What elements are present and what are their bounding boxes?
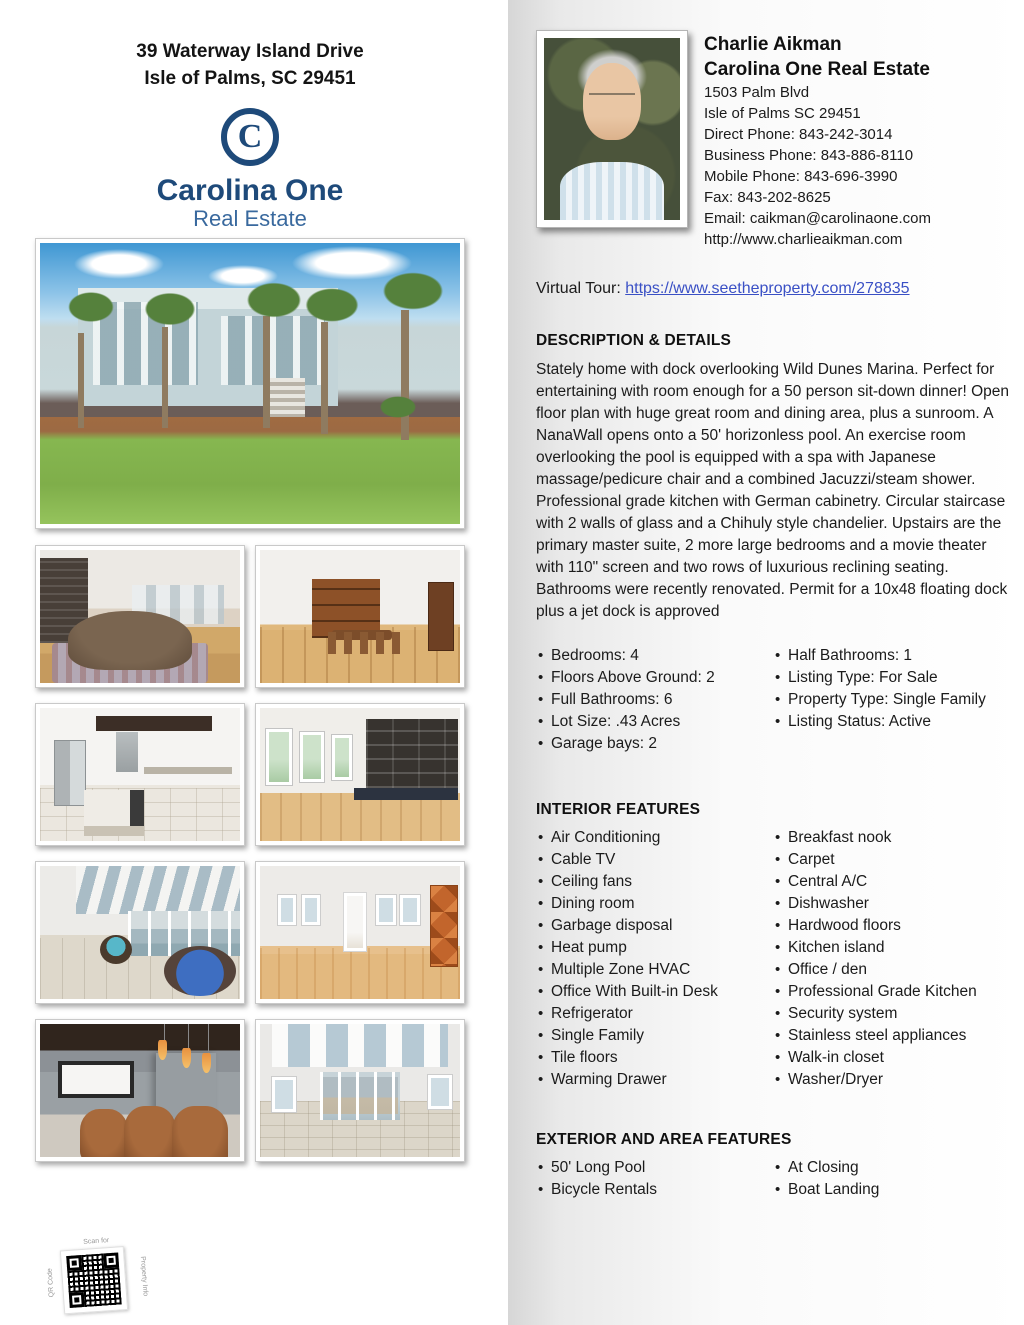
photo-main-exterior-art [40, 243, 460, 524]
detail-item: • Listing Status: Active [773, 711, 1010, 733]
details-list-right [773, 645, 1010, 755]
interior-list-right [773, 827, 1010, 1091]
photo-bedroom-art [260, 866, 460, 999]
qr-right-label: Property Info [138, 1255, 149, 1297]
photo-kitchen [35, 703, 245, 846]
curved-sofa-shape [68, 611, 192, 670]
interior-item: • Refrigerator [536, 1003, 773, 1025]
photo-sunroom-skylights [255, 1019, 465, 1162]
qr-finder-square [66, 1255, 82, 1271]
interior-item: • Security system [773, 1003, 1010, 1025]
exterior-lists [536, 1157, 1008, 1201]
property-address [35, 38, 465, 92]
agent-shirt-shape [560, 162, 663, 220]
agent-address1: 1503 Palm Blvd [704, 84, 810, 101]
qr-code-block [39, 1234, 155, 1325]
detail-item: • Listing Type: For Sale [773, 667, 1010, 689]
agent-mobile-phone: Mobile Phone: 843-696-3990 [704, 168, 898, 185]
interior-item: • Single Family [536, 1025, 773, 1047]
pendant-light-shape [158, 1040, 167, 1060]
agent-company: Carolina One Real Estate [704, 59, 930, 80]
window-shape [400, 895, 420, 924]
detail-item: • Full Bathrooms: 6 [536, 689, 773, 711]
qr-code-icon [60, 1246, 128, 1314]
exterior-item: • Boat Landing [773, 1179, 1010, 1201]
qr-left-label: QR Code [46, 1267, 56, 1298]
interior-item: • Office / den [773, 959, 1010, 981]
details-list-left [536, 645, 773, 755]
interior-item: • Central A/C [773, 871, 1010, 893]
interior-item: • Washer/Dryer [773, 1069, 1010, 1091]
interior-item: • Warming Drawer [536, 1069, 773, 1091]
interior-item: • Multiple Zone HVAC [536, 959, 773, 981]
agent-business-phone: Business Phone: 843-886-8110 [704, 147, 914, 164]
palm-fronds [53, 282, 129, 332]
recliner-shape [80, 1109, 128, 1157]
photo-sunroom-marina-art [40, 866, 240, 999]
description-heading: DESCRIPTION & DETAILS [536, 332, 732, 349]
interior-list-left [536, 827, 773, 1091]
ceiling-rack-shape [96, 716, 212, 731]
photo-sunroom-marina [35, 861, 245, 1004]
virtual-tour-label: Virtual Tour: [536, 280, 626, 297]
logo-brand-text: Carolina One [156, 174, 344, 207]
blue-sofa-shape [164, 946, 236, 997]
qr-finder-square [69, 1292, 85, 1308]
agent-address2: Isle of Palms SC 29451 [704, 105, 861, 122]
interior-item: • Professional Grade Kitchen [773, 981, 1010, 1003]
exterior-heading: EXTERIOR AND AREA FEATURES [536, 1131, 792, 1148]
qr-finder-square [103, 1252, 119, 1268]
detail-item: • Floors Above Ground: 2 [536, 667, 773, 689]
interior-item: • Breakfast nook [773, 827, 1010, 849]
photo-theater-art [40, 1024, 240, 1157]
virtual-tour-row [536, 280, 1008, 298]
carolina-one-monogram-icon: C [221, 108, 279, 166]
description-text: Stately home with dock overlooking Wild Dunes Marina. Perfect for entertaining with room enough for a 50 person sit-down dinner! Open floor plan with huge great room and dining area, plus a sunroom. A NanaWall opens onto a 50' horizonless pool. An exercise room overlooking the pool is equipped with a spa with Japanese massage/pedicure chair and a combined Jacuzzi/steam shower. Professional grade kitchen with German cabinetry. Circular staircase with 2 walls of glass and a Chihuly style chandelier. Upstairs are the primary master suite, 2 more large bedrooms and a movie theater with 110" screen and two rows of luxurious reclining seating. Bathrooms were recently renovated. Permit for a 10x48 floating dock plus a jet dock is approved [536, 361, 1010, 620]
detail-item: • Property Type: Single Family [773, 689, 1010, 711]
interior-item: • Dishwasher [773, 893, 1010, 915]
interior-item: • Ceiling fans [536, 871, 773, 893]
left-column [0, 0, 508, 1325]
window-shape [300, 732, 324, 783]
wood-floor-shape [260, 793, 460, 841]
photo-great-room [35, 545, 245, 688]
skylight-beams-shape [272, 1024, 448, 1067]
photo-office-art [260, 708, 460, 841]
interior-item: • Garbage disposal [536, 915, 773, 937]
pendant-light-shape [182, 1048, 191, 1068]
exterior-list-right [773, 1157, 1010, 1201]
doorway-shape [344, 893, 366, 952]
photo-office [255, 703, 465, 846]
interior-item: • Kitchen island [773, 937, 1010, 959]
photo-bedroom [255, 861, 465, 1004]
exterior-item: • At Closing [773, 1157, 1010, 1179]
photo-main-exterior [35, 238, 465, 529]
cloud-shape [74, 249, 164, 279]
logo-sub-text: Real Estate [193, 206, 307, 231]
palm-fronds [288, 277, 376, 333]
palm-trunk [263, 316, 270, 428]
qr-top-label: Scan for [83, 1237, 110, 1246]
right-column [508, 0, 1024, 1325]
window-shape [332, 735, 352, 780]
agent-email: Email: caikman@carolinaone.com [704, 210, 931, 227]
window-shape [272, 1077, 296, 1112]
window-shape [376, 895, 396, 924]
orange-door-shape [430, 885, 458, 967]
interior-lists [536, 827, 1008, 1091]
photo-great-room-art [40, 550, 240, 683]
photo-dining-room-art [260, 550, 460, 683]
brokerage-logo [35, 108, 465, 232]
island-shape [84, 790, 144, 835]
qr-modules [66, 1252, 122, 1308]
interior-item: • Tile floors [536, 1047, 773, 1069]
agent-photo [536, 30, 688, 228]
builtin-cabinet-shape [312, 579, 380, 638]
interior-item: • Air Conditioning [536, 827, 773, 849]
exterior-list-left [536, 1157, 773, 1201]
fridge-shape [54, 740, 86, 807]
agent-block [536, 30, 1008, 250]
skylight-ceiling-shape [76, 866, 240, 914]
entry-steps-shape [267, 378, 305, 417]
agent-name: Charlie Aikman [704, 34, 842, 55]
agent-glasses-shape [589, 93, 635, 106]
interior-item: • Cable TV [536, 849, 773, 871]
agent-photo-art [544, 38, 680, 220]
interior-item: • Stainless steel appliances [773, 1025, 1010, 1047]
window-shape [302, 895, 320, 924]
interior-item: • Heat pump [536, 937, 773, 959]
exterior-item: • Bicycle Rentals [536, 1179, 773, 1201]
interior-item: • Dining room [536, 893, 773, 915]
counter-shape [144, 767, 232, 775]
agent-fax: Fax: 843-202-8625 [704, 189, 831, 206]
agent-info [704, 30, 931, 250]
palm-trunk [321, 322, 328, 434]
door-mullions-shape [320, 1072, 400, 1120]
detail-item: • Bedrooms: 4 [536, 645, 773, 667]
detail-item: • Lot Size: .43 Acres [536, 711, 773, 733]
recliner-shape [124, 1106, 176, 1157]
property-address-line1: 39 Waterway Island Drive [136, 41, 364, 62]
detail-item: • Garage bays: 2 [536, 733, 773, 755]
palm-trunk [162, 327, 168, 428]
palm-fronds [363, 260, 460, 322]
palm-trunk [78, 333, 84, 429]
photo-kitchen-art [40, 708, 240, 841]
interior-item: • Carpet [773, 849, 1010, 871]
details-lists [536, 645, 1008, 755]
interior-item: • Office With Built-in Desk [536, 981, 773, 1003]
builtin-shelves-shape [366, 719, 458, 788]
interior-item: • Walk-in closet [773, 1047, 1010, 1069]
agent-website: http://www.charlieaikman.com [704, 231, 903, 248]
interior-heading: INTERIOR FEATURES [536, 801, 701, 818]
virtual-tour-link[interactable]: https://www.seetheproperty.com/278835 [625, 280, 910, 297]
dining-chairs-shape [328, 632, 400, 653]
interior-item: • Hardwood floors [773, 915, 1010, 937]
property-address-line2: Isle of Palms, SC 29451 [144, 68, 356, 89]
photo-dining-room [255, 545, 465, 688]
range-hood-shape [116, 732, 138, 772]
agent-direct-phone: Direct Phone: 843-242-3014 [704, 126, 893, 143]
photo-theater [35, 1019, 245, 1162]
recliner-shape [172, 1106, 228, 1157]
builtin-desk-shape [354, 788, 458, 800]
armoire-shape [428, 582, 454, 651]
exterior-item: • 50' Long Pool [536, 1157, 773, 1179]
window-shape [428, 1075, 452, 1110]
palm-fronds [368, 389, 428, 425]
detail-item: • Half Bathrooms: 1 [773, 645, 1010, 667]
projection-screen-shape [58, 1061, 134, 1098]
window-shape [278, 895, 296, 924]
photo-sunroom-skylights-art [260, 1024, 460, 1157]
window-shape [266, 729, 292, 785]
